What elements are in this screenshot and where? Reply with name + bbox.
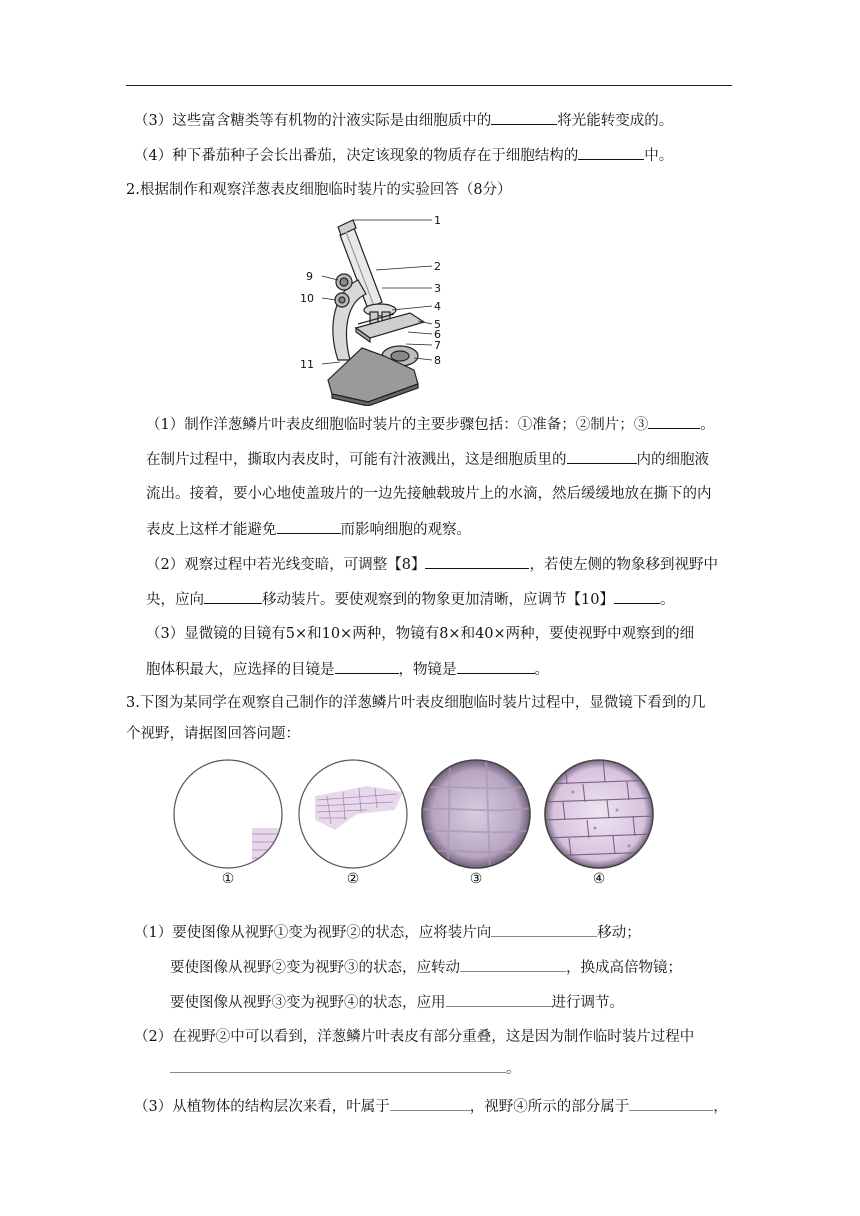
micro-label-1: 1 bbox=[434, 214, 441, 227]
view-label-1: ① bbox=[221, 871, 235, 887]
q2-part1-line2: 在制片过程中，撕取内表皮时，可能有汁液溅出，这是细胞质里的 内的细胞液 bbox=[146, 449, 709, 470]
view-label-2: ② bbox=[346, 871, 360, 887]
q2-part1-line4: 表皮上这样才能避免 而影响细胞的观察。 bbox=[146, 519, 471, 540]
answer-blank[interactable] bbox=[648, 414, 700, 429]
q2-part1-line3: 流出。接着，要小心地使盖玻片的一边先接触载玻片上的水滴，然后缓缓地放在撕下的内 bbox=[146, 486, 712, 502]
q2-part2-line2: 央，应向 移动装片。要使观察到的物象更加清晰，应调节【10】 。 bbox=[146, 589, 674, 610]
answer-blank[interactable] bbox=[457, 659, 535, 674]
q3-title-line1: 3.下图为某同学在观察自己制作的洋葱鳞片叶表皮细胞临时装片过程中，显微镜下看到的几 bbox=[126, 695, 706, 711]
view-1 bbox=[172, 758, 284, 870]
answer-blank[interactable] bbox=[425, 554, 529, 569]
answer-blank[interactable] bbox=[491, 922, 597, 937]
micro-label-8: 8 bbox=[434, 354, 441, 367]
answer-blank[interactable] bbox=[170, 1058, 506, 1073]
microscope-figure bbox=[298, 210, 448, 406]
view-4 bbox=[543, 758, 655, 870]
micro-label-2: 2 bbox=[434, 260, 441, 273]
answer-blank[interactable] bbox=[204, 589, 262, 604]
answer-blank[interactable] bbox=[629, 1096, 713, 1111]
answer-blank[interactable] bbox=[578, 145, 644, 160]
answer-blank[interactable] bbox=[491, 110, 557, 125]
micro-label-11: 11 bbox=[300, 358, 314, 371]
micro-label-10: 10 bbox=[300, 292, 314, 305]
view-2 bbox=[297, 758, 409, 870]
q3-part2-line1: （2）在视野②中可以看到，洋葱鳞片叶表皮有部分重叠，这是因为制作临时装片过程中 bbox=[134, 1029, 695, 1045]
answer-blank[interactable] bbox=[390, 1096, 470, 1111]
q2-part2-line1: （2）观察过程中若光线变暗，可调整【8】 ，若使左侧的物象移到视野中 bbox=[146, 554, 718, 575]
micro-label-4: 4 bbox=[434, 300, 441, 313]
q3-part2-line2: 。 bbox=[170, 1058, 521, 1079]
micro-label-3: 3 bbox=[434, 282, 441, 295]
answer-blank[interactable] bbox=[460, 957, 566, 972]
answer-blank[interactable] bbox=[446, 992, 552, 1007]
micro-label-9: 9 bbox=[306, 270, 313, 283]
q3-part1-line2: 要使图像从视野②变为视野③的状态，应转动 ，换成高倍物镜； bbox=[170, 957, 682, 978]
micro-label-5: 5 bbox=[434, 318, 441, 331]
q1-item-4: （4）种下番茄种子会长出番茄，决定该现象的物质存在于细胞结构的 中。 bbox=[134, 145, 673, 166]
q2-part1-line1: （1）制作洋葱鳞片叶表皮细胞临时装片的主要步骤包括：①准备；②制片；③ 。 bbox=[146, 414, 715, 435]
micro-label-7: 7 bbox=[434, 339, 441, 352]
microscope-views-figure bbox=[165, 758, 695, 888]
view-3 bbox=[420, 758, 532, 870]
q2-part3-line1: （3）显微镜的目镜有5×和10×两种，物镜有8×和40×两种，要使视野中观察到的细 bbox=[146, 626, 695, 642]
header-rule bbox=[126, 85, 732, 86]
q3-title-line2: 个视野，请据图回答问题： bbox=[126, 726, 300, 742]
q2-title: 2.根据制作和观察洋葱表皮细胞临时装片的实验回答（8分） bbox=[126, 182, 512, 198]
view-label-4: ④ bbox=[592, 871, 606, 887]
answer-blank[interactable] bbox=[277, 519, 341, 534]
view-label-3: ③ bbox=[469, 871, 483, 887]
q3-part1-line3: 要使图像从视野③变为视野④的状态，应用 进行调节。 bbox=[170, 992, 624, 1013]
answer-blank[interactable] bbox=[567, 449, 637, 464]
q2-part3-line2: 胞体积最大，应选择的目镜是 ，物镜是 。 bbox=[146, 659, 549, 680]
q3-part1-line1: （1）要使图像从视野①变为视野②的状态，应将装片向 移动； bbox=[134, 922, 641, 943]
q1-item-3: （3）这些富含糖类等有机物的汁液实际是由细胞质中的 将光能转变成的。 bbox=[134, 110, 673, 131]
answer-blank[interactable] bbox=[614, 589, 660, 604]
answer-blank[interactable] bbox=[335, 659, 399, 674]
micro-label-6: 6 bbox=[434, 328, 441, 341]
q3-part3-line1: （3）从植物体的结构层次来看，叶属于 ，视野④所示的部分属于 ， bbox=[134, 1096, 728, 1117]
